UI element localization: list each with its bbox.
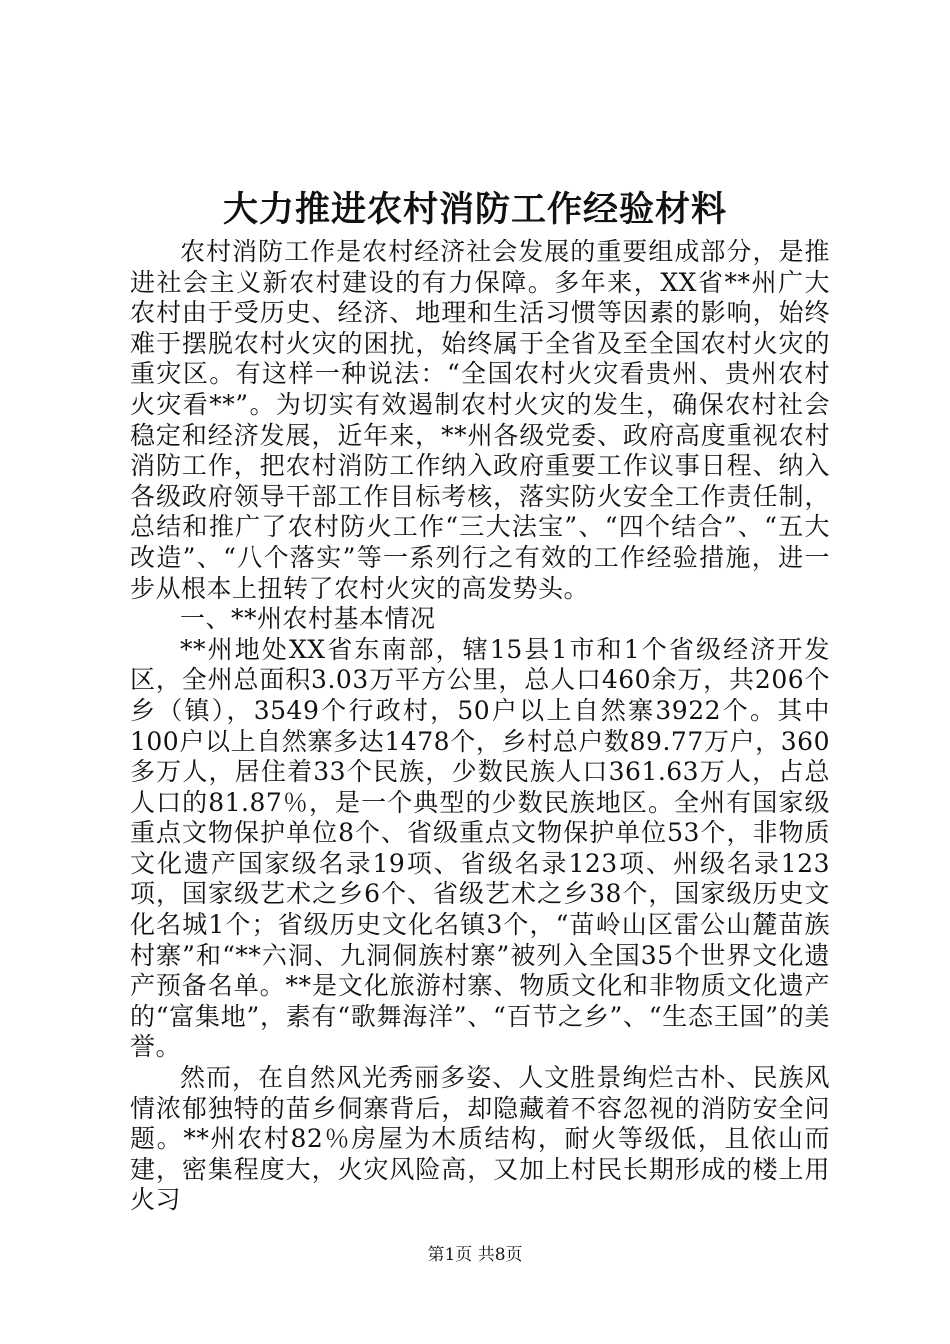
paragraph-intro: 农村消防工作是农村经济社会发展的重要组成部分，是推进社会主义新农村建设的有力保障。多年来，XX省**州广大农村由于受历史、经济、地理和生活习惯等因素的影响，始终难于摆脱农村火灾的困扰，始终属于全省及至全国农村火灾的重灾区。有这样一种说法：“全国农村火灾看贵州、贵州农村火灾看**”。为切实有效遏制农村火灾的发生，确保农村社会稳定和经济发展，近年来，**州各级党委、政府高度重视农村消防工作，把农村消防工作纳入政府重要工作议事日程、纳入各级政府领导干部工作目标考核，落实防火安全工作责任制，总结和推广了农村防火工作“三大法宝”、“四个结合”、“五大改造”、“八个落实”等一系列行之有效的工作经验措施，进一步从根本上扭转了农村火灾的高发势头。 <box>130 237 830 603</box>
document-title: 大力推进农村消防工作经验材料 <box>222 189 727 230</box>
document-body <box>130 237 830 1216</box>
paragraph-fire-risk: 然而，在自然风光秀丽多姿、人文胜景绚烂古朴、民族风情浓郁独特的苗乡侗寨背后，却隐藏着不容忽视的消防安全问题。**州农村82％房屋为木质结构，耐火等级低，且依山而建，密集程度大，火灾风险高，又加上村民长期形成的楼上用火习 <box>130 1063 830 1215</box>
section-heading-1: 一、**州农村基本情况 <box>180 604 436 634</box>
paragraph-basic-info: **州地处XX省东南部，辖15县1市和1个省级经济开发区，全州总面积3.03万平方公里，总人口460余万，共206个乡（镇），3549个行政村，50户以上自然寨3922个。其中100户以上自然寨多达1478个，乡村总户数89.77万户，360多万人，居住着33个民族，少数民族人口361.63万人，占总人口的81.87％，是一个典型的少数民族地区。全州有国家级重点文物保护单位8个、省级重点文物保护单位53个，非物质文化遗产国家级名录19项、省级名录123项、州级名录123项，国家级艺术之乡6个、省级艺术之乡38个，国家级历史文化名城1个；省级历史文化名镇3个，“苗岭山区雷公山麓苗族村寨”和“**六洞、九洞侗族村寨”被列入全国35个世界文化遗产预备名单。**是文化旅游村寨、物质文化和非物质文化遗产的“富集地”，素有“歌舞海洋”、“百节之乡”、“生态王国”的美誉。 <box>130 634 830 1062</box>
page-number-footer: 第1页 共8页 <box>427 1245 523 1265</box>
